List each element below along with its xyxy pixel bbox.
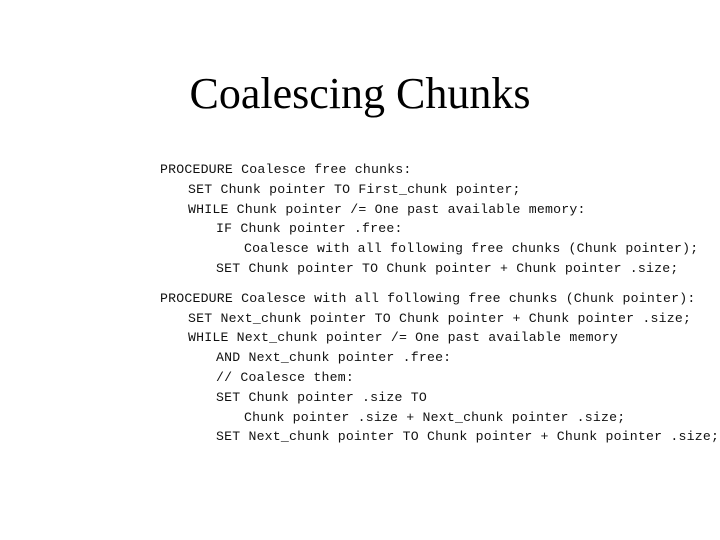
code-line: SET Next_chunk pointer TO Chunk pointer + Chunk pointer .size; (188, 310, 692, 326)
code-line: SET Chunk pointer .size TO (216, 389, 427, 405)
procedure-block-coalesce-free-chunks (160, 160, 700, 279)
code-comment-line: // Coalesce them: (216, 369, 354, 385)
code-line: Chunk pointer .size + Next_chunk pointer .size; (244, 409, 626, 425)
code-line: Coalesce with all following free chunks (Chunk pointer); (244, 241, 699, 257)
code-line: AND Next_chunk pointer .free: (216, 350, 452, 366)
code-line: WHILE Chunk pointer /= One past available memory: (188, 201, 586, 217)
code-line: PROCEDURE Coalesce free chunks: (160, 162, 412, 177)
code-line: PROCEDURE Coalesce with all following free chunks (Chunk pointer): (160, 290, 696, 306)
code-line: IF Chunk pointer .free: (216, 221, 403, 237)
code-line: SET Chunk pointer TO First_chunk pointer; (188, 181, 521, 197)
code-line: SET Next_chunk pointer TO Chunk pointer + Chunk pointer .size; (216, 429, 720, 445)
slide-title: Coalescing Chunks (189, 69, 531, 118)
pseudocode-listing (160, 160, 720, 447)
code-line: WHILE Next_chunk pointer /= One past available memory (188, 330, 619, 346)
code-line: SET Chunk pointer TO Chunk pointer + Chunk pointer .size; (216, 260, 679, 276)
procedure-block-coalesce-following (160, 289, 720, 447)
